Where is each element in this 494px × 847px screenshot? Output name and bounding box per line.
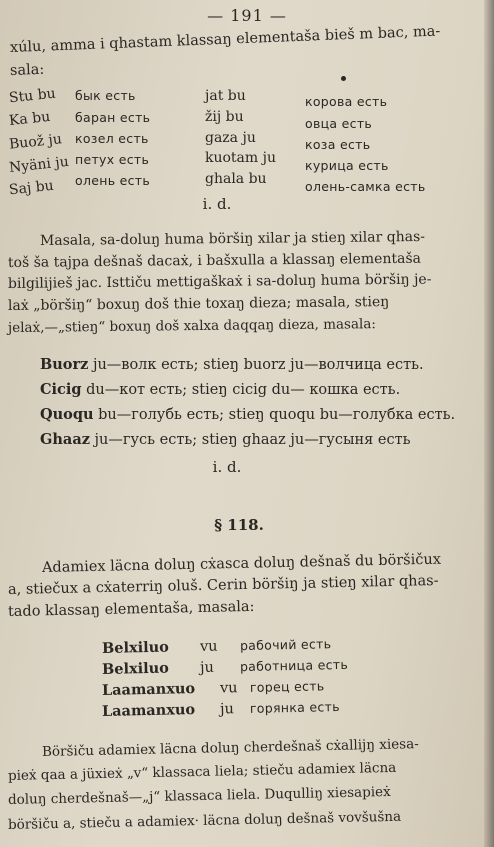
example-text: ju—гусь есть; stieŋ ghaaz ju—гусыня есть — [89, 432, 411, 448]
example-noun: Ghaaz — [40, 431, 90, 448]
vocab-translation: овца есть — [305, 116, 373, 131]
example-class: vu — [199, 638, 218, 655]
example-translation: рабочий есть — [239, 636, 332, 654]
example-translation: работница есть — [239, 656, 349, 675]
vocab-translation: коза есть — [305, 137, 371, 152]
example-line — [40, 431, 411, 448]
vocab-translation: петух есть — [75, 152, 150, 167]
example-line — [40, 381, 400, 398]
paragraph-line: Adamiex läcna doluŋ cẋasca doluŋ dešnaš du böršičux — [41, 551, 442, 576]
vocab-word: kuotam ju — [205, 150, 276, 166]
example-noun: Laamanxuo — [101, 701, 196, 720]
vocab-word: ghala bu — [205, 171, 267, 187]
vocab-word: gaza ju — [205, 130, 256, 146]
section-heading: § 118. — [214, 516, 264, 534]
example-noun: Buorz — [40, 356, 89, 373]
paragraph-line: toš ša tajpa dešnaš dacaẋ, i bašxulla a klassaŋ elementaša — [7, 250, 422, 271]
example-line — [40, 406, 455, 423]
example-text: bu—голубь есть; stieŋ quoqu bu—голубка есть. — [93, 407, 456, 423]
page-edge-shadow — [484, 0, 494, 847]
id-est-mark: i. d. — [212, 458, 242, 476]
paragraph-line: jelaẋ,—„stieŋ“ boxuŋ doš xalxa daqqaŋ dieza, masala: — [7, 316, 376, 336]
example-noun: Cicig — [40, 381, 82, 398]
example-line — [102, 656, 348, 678]
example-class: ju — [219, 701, 234, 718]
intro-line: sala: — [9, 61, 45, 79]
vocab-word: jat bu — [205, 88, 246, 104]
example-line — [40, 356, 424, 373]
vocab-word: Ka bu — [8, 108, 51, 130]
vocab-translation: олень есть — [75, 173, 151, 188]
vocab-word: Buož ju — [8, 131, 63, 153]
example-translation: горянка есть — [249, 699, 340, 716]
page-number: — 191 — — [207, 6, 287, 25]
paragraph-line: doluŋ cherdešnaš—„j“ klassaca liela. Duqulliŋ xiesapieẋ — [7, 783, 391, 808]
example-text: ju—волк есть; stieŋ buorz ju—волчица есть. — [88, 357, 424, 373]
vocab-word: Stu bu — [8, 85, 57, 107]
paragraph-line: tado klassaŋ elementaša, masala: — [7, 598, 255, 620]
id-est-mark: i. d. — [202, 195, 232, 213]
paragraph-line: pieẋ qaa a jüxieẋ „v“ klassaca liela; stieču adamiex läcna — [7, 759, 397, 784]
vocab-word: žij bu — [205, 109, 244, 125]
paragraph-line: laẋ „böršiŋ“ boxuŋ doš thie toxaŋ dieza; masala, stieŋ — [7, 294, 390, 314]
vocab-translation: баран есть — [75, 110, 151, 125]
paragraph-line: böršiču a, stieču a adamiex· läcna doluŋ dešnaš vovšušna — [7, 808, 402, 833]
paragraph-line: bilgilijieš jac. Isttiču mettigaškaẋ i sa-doluŋ huma böršiŋ je- — [7, 271, 432, 292]
example-line — [102, 635, 332, 657]
vocab-word: Saj bu — [8, 177, 55, 199]
paragraph-line: Böršiču adamiex läcna doluŋ cherdešnaš cẋallijŋ xiesa- — [41, 736, 419, 760]
example-line — [102, 677, 325, 699]
example-noun: Quoqu — [40, 406, 94, 423]
example-noun: Belxiluo — [101, 638, 170, 657]
example-text: du—кот есть; stieŋ cicig du— кошка есть. — [81, 382, 401, 398]
paragraph-line: a, stiečux a cẋaterriŋ oluš. Cerin böršiŋ ja stieŋ xilar qhas- — [7, 572, 439, 598]
vocab-translation: козел есть — [75, 131, 149, 146]
vocab-translation: курица есть — [305, 158, 389, 173]
ink-spot — [341, 76, 346, 81]
example-line — [102, 698, 340, 720]
example-translation: горец есть — [249, 678, 325, 695]
example-noun: Laamanxuo — [101, 680, 196, 699]
vocab-translation: бык есть — [75, 88, 136, 103]
intro-line: xúlu, amma i qhastam klassaŋ elementaša bieš m bac, ma- — [9, 23, 441, 56]
vocab-translation: олень-самка есть — [305, 179, 426, 194]
example-noun: Belxiluo — [101, 659, 170, 678]
vocab-word: Nyäni ju — [8, 153, 70, 177]
example-class: ju — [199, 659, 214, 676]
example-class: vu — [219, 680, 238, 697]
vocab-translation: корова есть — [305, 94, 388, 109]
paragraph-line: Masala, sa-doluŋ huma böršiŋ xilar ja stieŋ xilar qhas- — [39, 228, 426, 249]
